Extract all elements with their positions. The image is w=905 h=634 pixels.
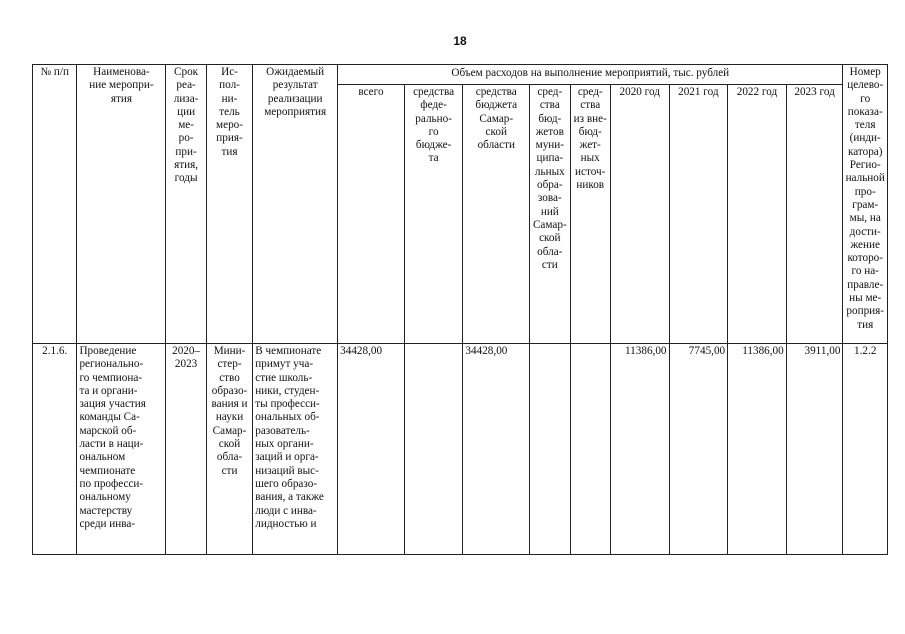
header-2022: 2022 год xyxy=(728,85,787,344)
cell-2020: 11386,00 xyxy=(610,344,669,555)
cell-regional: 34428,00 xyxy=(463,344,530,555)
header-name: Наименова- ние меропри- ятия xyxy=(77,65,166,344)
header-offbudget: сред- ства из вне- бюд- жет- ных источ- ников xyxy=(570,85,610,344)
cell-name: Проведение регионально- го чемпиона- та и органи- зация участия команды Са- марской об- ласти в наци- ональном чемпионате по професси- ональному мастерству среди инва- xyxy=(77,344,166,555)
header-municipal: сред- ства бюд- жетов муни- ципа- льных обра- зова- ний Самар- ской обла- сти xyxy=(530,85,570,344)
cell-2022: 11386,00 xyxy=(728,344,787,555)
header-expenses-group: Объем расходов на выполнение мероприятий, тыс. рублей xyxy=(338,65,843,85)
header-regional: средства бюджета Самар- ской области xyxy=(463,85,530,344)
cell-total: 34428,00 xyxy=(338,344,405,555)
header-term: Срок реа- лиза- ции ме- ро- при- ятия, годы xyxy=(166,65,206,344)
cell-2021: 7745,00 xyxy=(669,344,728,555)
header-2023: 2023 год xyxy=(786,85,843,344)
cell-indicator: 1.2.2 xyxy=(843,344,888,555)
cell-term: 2020– 2023 xyxy=(166,344,206,555)
header-2021: 2021 год xyxy=(669,85,728,344)
cell-2023: 3911,00 xyxy=(786,344,843,555)
header-indicator: Номер целево- го показа- теля (инди- катора) Регио- нальной про- грам- мы, на дости- жение которо- го на- правле- ны ме- роприя- тия xyxy=(843,65,888,344)
measures-table xyxy=(32,64,888,555)
cell-executor: Мини- стер- ство образо- вания и науки Самар- ской обла- сти xyxy=(206,344,252,555)
cell-municipal xyxy=(530,344,570,555)
header-result: Ожидаемый результат реализации мероприятия xyxy=(253,65,338,344)
header-2020: 2020 год xyxy=(610,85,669,344)
header-federal: средства феде- рально- го бюдже- та xyxy=(404,85,463,344)
header-num: № п/п xyxy=(33,65,77,344)
cell-federal xyxy=(404,344,463,555)
header-executor: Ис- пол- ни- тель меро- прия- тия xyxy=(206,65,252,344)
table-row xyxy=(33,344,888,555)
cell-num: 2.1.6. xyxy=(33,344,77,555)
cell-result: В чемпионате примут уча- стие школь- ники, студен- ты професси- ональных об- разователь- ных органи- заций и орга- низаций выс- шего образо- вания, а также люди с инва- лидностью и xyxy=(253,344,338,555)
header-total: всего xyxy=(338,85,405,344)
cell-offbudget xyxy=(570,344,610,555)
page-number: 18 xyxy=(453,34,467,48)
